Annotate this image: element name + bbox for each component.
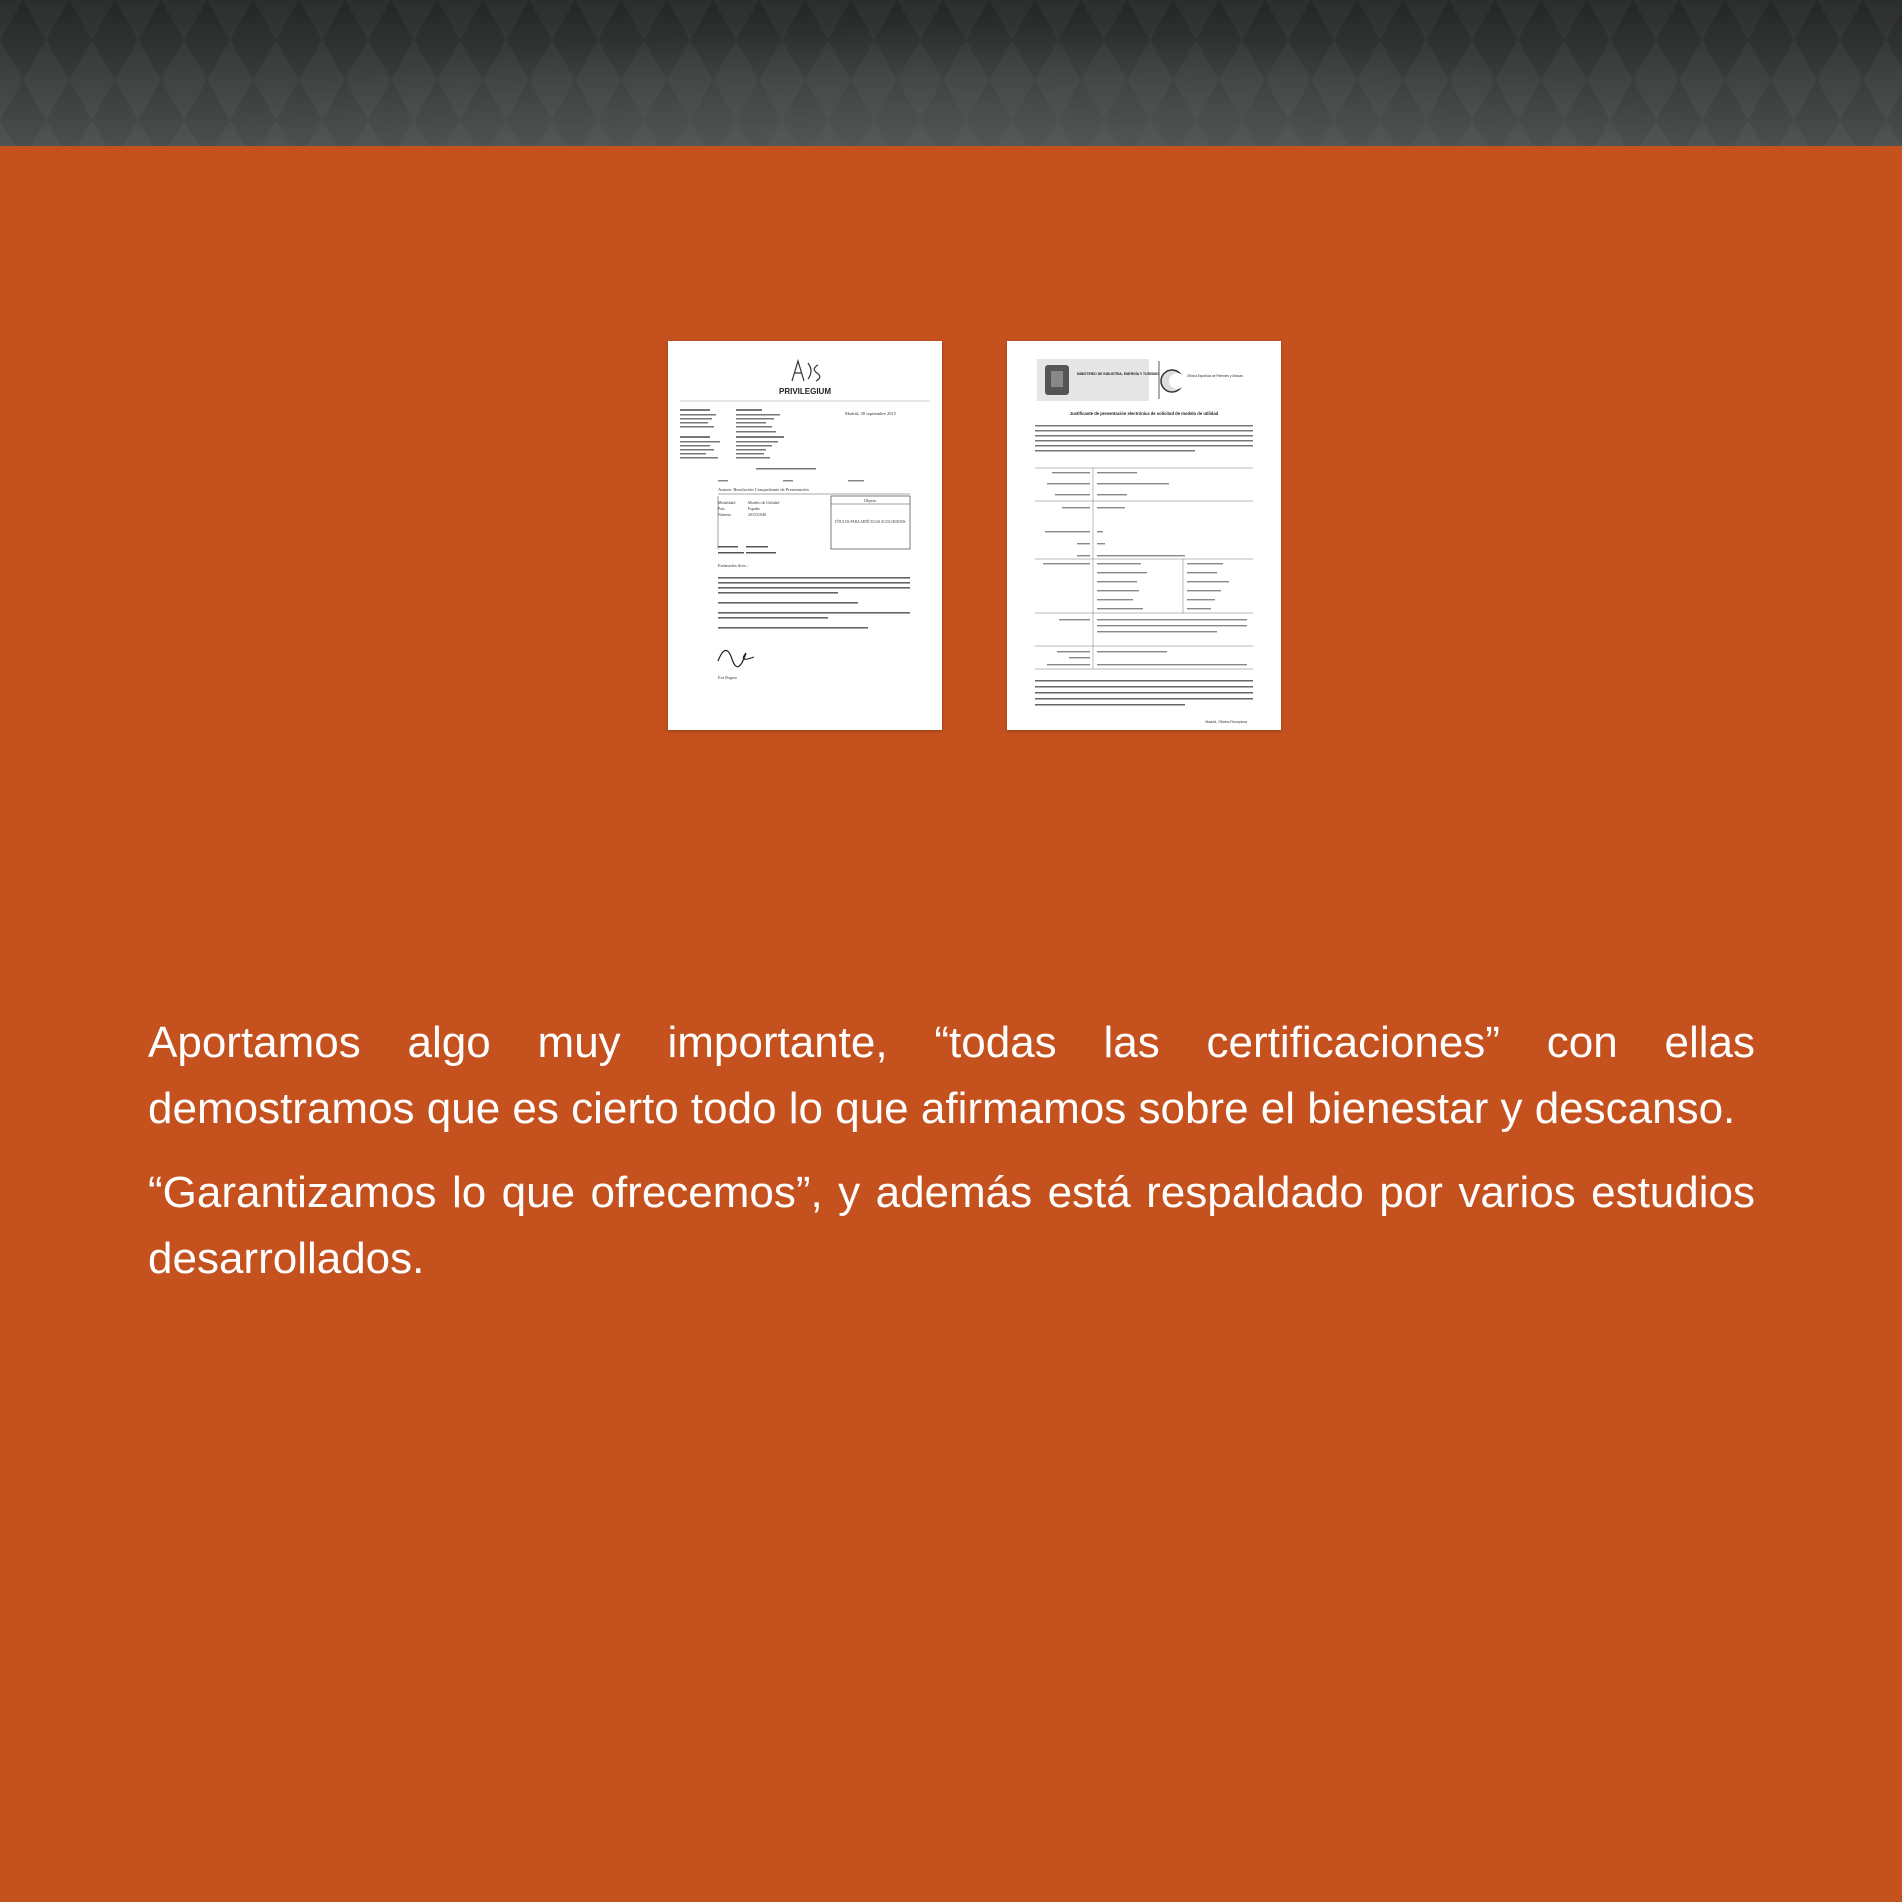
description-text — [148, 1010, 1755, 1310]
signature-name: Eva Rogero — [718, 675, 737, 680]
certificates-gallery — [0, 341, 1902, 731]
header-band — [0, 0, 1902, 146]
object-box-text: TÍTULOS PARA ARTÍCULOS ACOLCHADOS — [834, 520, 906, 524]
row-value: España — [748, 506, 760, 511]
row-value: Modelo de Utilidad — [748, 500, 780, 505]
coat-of-arms-icon — [1045, 365, 1069, 395]
receipt-page-graphic — [1007, 341, 1281, 730]
receipt-footer: Madrid, Oficina Receptora — [1205, 720, 1247, 724]
receipt-title: Justificante de presentación electrónica de solicitud de modelo de utilidad — [1069, 411, 1219, 416]
signature-icon — [718, 650, 754, 666]
paragraph-guarantee: “Garantizamos lo que ofrecemos”, y además está respaldado por varios estudios desarrollados. — [148, 1168, 1755, 1283]
certificate-oepm-receipt[interactable] — [1007, 341, 1281, 730]
certificate-letter-privilegium[interactable] — [668, 341, 942, 730]
row-label: Número — [718, 512, 732, 517]
privilegium-logo-icon — [792, 361, 820, 381]
letter-subject: Asunto: Resolución Comprobante de Presentación — [718, 487, 809, 492]
letter-page-graphic — [668, 341, 942, 730]
letter-date: Madrid, 30 septiembre 2015 — [845, 411, 896, 416]
office-text: Oficina Española de Patentes y Marcas — [1187, 374, 1243, 378]
row-label: Modalidad — [718, 500, 736, 505]
ministry-text: MINISTERIO DE INDUSTRIA, ENERGÍA Y TURISMO — [1077, 372, 1159, 376]
paragraph-certifications: Aportamos algo muy importante, “todas las certificaciones” con ellas demostramos que es cierto todo lo que afirmamos sobre el bienestar y descanso. — [148, 1018, 1755, 1133]
letter-greeting: Estimados Sres.: — [718, 563, 748, 568]
row-label: País — [718, 506, 725, 511]
logo-text: PRIVILEGIUM — [778, 387, 832, 396]
row-value: 201531048 — [748, 512, 766, 517]
object-box-title: Objeto — [863, 498, 877, 503]
